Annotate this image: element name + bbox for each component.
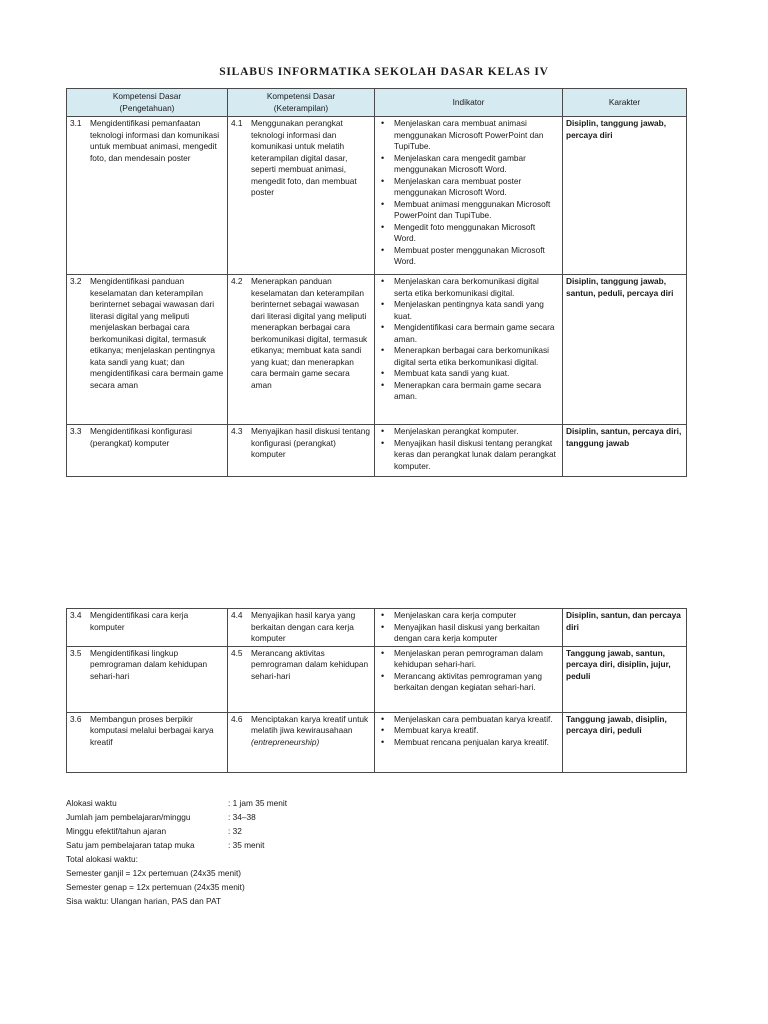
kd-spacer [231,737,251,749]
header-karakter: Karakter [563,89,687,117]
syllabus-table [66,88,687,477]
indikator-item: • Menyajikan hasil diskusi yang berkaitan dengan cara kerja komputer [378,622,559,645]
kd-pengetahuan-cell [67,275,228,425]
kd-number: 3.3 [70,426,82,436]
indikator-item: • Membuat animasi menggunakan Microsoft PowerPoint dan TupiTube. [378,199,559,222]
header-indikator: Indikator [375,89,563,117]
kd-number: 4.3 [231,426,243,436]
kd-number: 4.1 [231,118,243,128]
indikator-item: • Membuat kata sandi yang kuat. [378,368,559,380]
kd-entry [231,610,371,645]
indikator-item: • Menyajikan hasil diskusi tentang perangkat keras dan perangkat lunak dalam perangkat komputer. [378,438,559,473]
footer-row [66,796,287,810]
table-row [67,275,687,425]
kd-pengetahuan-cell [67,117,228,275]
header-line: (Keterampilan) [273,102,329,113]
indikator-item: • Mengidentifikasi cara bermain game secara aman. [378,322,559,345]
kd-pengetahuan-cell [67,646,228,712]
header-line: (Pengetahuan) [119,102,175,113]
kd-text: Mengidentifikasi pemanfaatan teknologi informasi dan komunikasi untuk membuat animasi, mengedit foto, dan mendesain poster [90,118,220,163]
syllabus-table-continued [66,608,687,773]
table-body [67,117,687,477]
footer-row [66,810,287,824]
indikator-list [378,118,559,268]
kd-number: 3.2 [70,276,82,286]
indikator-cell [375,609,563,647]
kd-pengetahuan-cell [67,425,228,477]
kd-number: 3.6 [70,713,82,724]
indikator-cell [375,117,563,275]
indikator-item: • Menjelaskan cara kerja computer [378,610,559,622]
table-row [67,712,687,772]
footer-total: Total alokasi waktu: [66,854,138,864]
kd-pengetahuan-cell [67,609,228,647]
kd-text: Mengidentifikasi lingkup pemrograman dalam kehidupan sehari-hari [90,647,208,681]
karakter-cell: Disiplin, santun, dan percaya diri [563,609,687,647]
indikator-list [378,276,559,403]
karakter-cell: Disiplin, tanggung jawab, santun, peduli, percaya diri [563,275,687,425]
kd-text: Merancang aktivitas pemrograman dalam kehidupan sehari-hari [251,647,369,681]
kd-text-extra: (entrepreneurship) [251,736,320,747]
footer-value: : 1 jam 35 menit [228,798,288,808]
kd-text: Menciptakan karya kreatif untuk melatih jiwa kewirausahaan [251,713,369,735]
indikator-cell [375,646,563,712]
footer-label: Minggu efektif/tahun ajaran [66,826,167,836]
header-kd-keterampilan [228,89,375,117]
table-row [67,646,687,712]
kd-entry [70,714,224,749]
kd-keterampilan-cell [228,609,375,647]
kd-entry [231,737,371,749]
kd-number: 4.4 [231,610,243,620]
indikator-item: • Menjelaskan cara berkomunikasi digital serta etika berkomunikasi digital. [378,276,559,299]
footer-label: Alokasi waktu [66,798,117,808]
footer-sisa-waktu: Sisa waktu: Ulangan harian, PAS dan PAT [66,896,221,906]
table-header-row [67,89,687,117]
footer-semester-genap: Semester genap = 12x pertemuan (24x35 menit) [66,882,245,892]
indikator-item: • Menjelaskan cara membuat poster menggunakan Microsoft Word. [378,176,559,199]
kd-number: 3.4 [70,610,82,620]
kd-entry [70,118,224,164]
karakter-cell: Disiplin, tanggung jawab, percaya diri [563,117,687,275]
karakter-cell: Tanggung jawab, santun, percaya diri, disiplin, jujur, peduli [563,646,687,712]
kd-entry [231,118,371,199]
indikator-item: • Membuat rencana penjualan karya kreatif. [378,737,559,749]
kd-keterampilan-cell [228,646,375,712]
indikator-cell [375,275,563,425]
indikator-item: • Menjelaskan peran pemrograman dalam kehidupan sehari-hari. [378,648,559,671]
indikator-cell [375,425,563,477]
header-line: Kompetensi Dasar [112,91,182,101]
indikator-item: • Merancang aktivitas pemrograman yang berkaitan dengan kegiatan sehari-hari. [378,671,559,694]
kd-number: 4.5 [231,647,243,658]
kd-text: Menyajikan hasil diskusi tentang konfigurasi (perangkat) komputer [251,426,370,459]
kd-entry [231,426,371,461]
kd-number: 3.5 [70,647,82,658]
table-body [67,609,687,773]
footer-label: Jumlah jam pembelajaran/minggu [66,812,191,822]
indikator-list [378,648,559,694]
footer-row [66,824,287,838]
indikator-list [378,426,559,472]
kd-number: 4.2 [231,276,243,286]
indikator-item: • Menjelaskan perangkat komputer. [378,426,559,438]
footer-label: Satu jam pembelajaran tatap muka [66,840,195,850]
footer-row [66,838,287,852]
kd-text: Menggunakan perangkat teknologi informasi dan komunikasi untuk melatih keterampilan digital dasar, seperti membuat animasi, mengedit foto, dan membuat poster [251,118,357,197]
document-title: SILABUS INFORMATIKA SEKOLAH DASAR KELAS IV [219,66,549,78]
header-kd-pengetahuan [67,89,228,117]
kd-keterampilan-cell [228,425,375,477]
footer-value: : 34–38 [228,812,256,822]
indikator-item: • Menerapkan berbagai cara berkomunikasi digital serta etika berkomunikasi digital. [378,345,559,368]
kd-keterampilan-cell [228,712,375,772]
indikator-item: • Menerapkan cara bermain game secara aman. [378,380,559,403]
indikator-item: • Menjelaskan pentingnya kata sandi yang kuat. [378,299,559,322]
kd-text: Mengidentifikasi cara kerja komputer [90,610,189,632]
table-row [67,609,687,647]
indikator-item: • Mengedit foto menggunakan Microsoft Word. [378,222,559,245]
kd-entry [231,276,371,391]
indikator-item: • Menjelaskan cara pembuatan karya kreatif. [378,714,559,726]
indikator-item: • Menjelaskan cara membuat animasi menggunakan Microsoft PowerPoint dan TupiTube. [378,118,559,153]
kd-entry [70,276,224,391]
kd-keterampilan-cell [228,117,375,275]
kd-entry [70,610,224,633]
indikator-item: • Membuat karya kreatif. [378,725,559,737]
footer-value: : 35 menit [228,840,265,850]
karakter-cell: Disiplin, santun, percaya diri, tanggung jawab [563,425,687,477]
indikator-item: • Membuat poster menggunakan Microsoft Word. [378,245,559,268]
indikator-item: • Menjelaskan cara mengedit gambar menggunakan Microsoft Word. [378,153,559,176]
kd-text: Membangun proses berpikir komputasi melalui berbagai karya kreatif [90,713,214,747]
kd-entry [70,426,224,449]
footer-value: : 32 [228,826,242,836]
indikator-list [378,714,559,749]
kd-number: 4.6 [231,713,243,724]
table-row [67,425,687,477]
kd-text: Menerapkan panduan keselamatan dan keterampilan berinternet sebagai wawasan dari literasi digital yang meliputi menerapkan berbagai cara berkomunikasi digital, termasuk etikanya; membuat kata sandi yang kuat; dan menerapkan cara bermain game secara aman [251,276,368,390]
header-line: Kompetensi Dasar [266,91,336,101]
indikator-cell [375,712,563,772]
kd-number: 3.1 [70,118,82,128]
kd-entry [231,648,371,683]
kd-text: Mengidentifikasi konfigurasi (perangkat) komputer [90,426,192,448]
kd-entry [70,648,224,683]
table-row [67,117,687,275]
karakter-cell: Tanggung jawab, disiplin, percaya diri, peduli [563,712,687,772]
footer-semester-ganjil: Semester ganjil = 12x pertemuan (24x35 menit) [66,868,242,878]
kd-text: Menyajikan hasil karya yang berkaitan dengan cara kerja komputer [251,610,356,643]
kd-keterampilan-cell [228,275,375,425]
time-allocation [66,796,287,908]
kd-text: Mengidentifikasi panduan keselamatan dan keterampilan berinternet sebagai wawasan dari literasi digital yang meliputi menjelaskan berbagai cara berkomunikasi digital, termasuk etikanya; menjelaskan pentingnya kata sandi yang kuat; dan mengidentifikasi cara bermain game secara aman [90,276,224,390]
kd-entry [231,714,371,737]
indikator-list [378,610,559,645]
kd-pengetahuan-cell [67,712,228,772]
